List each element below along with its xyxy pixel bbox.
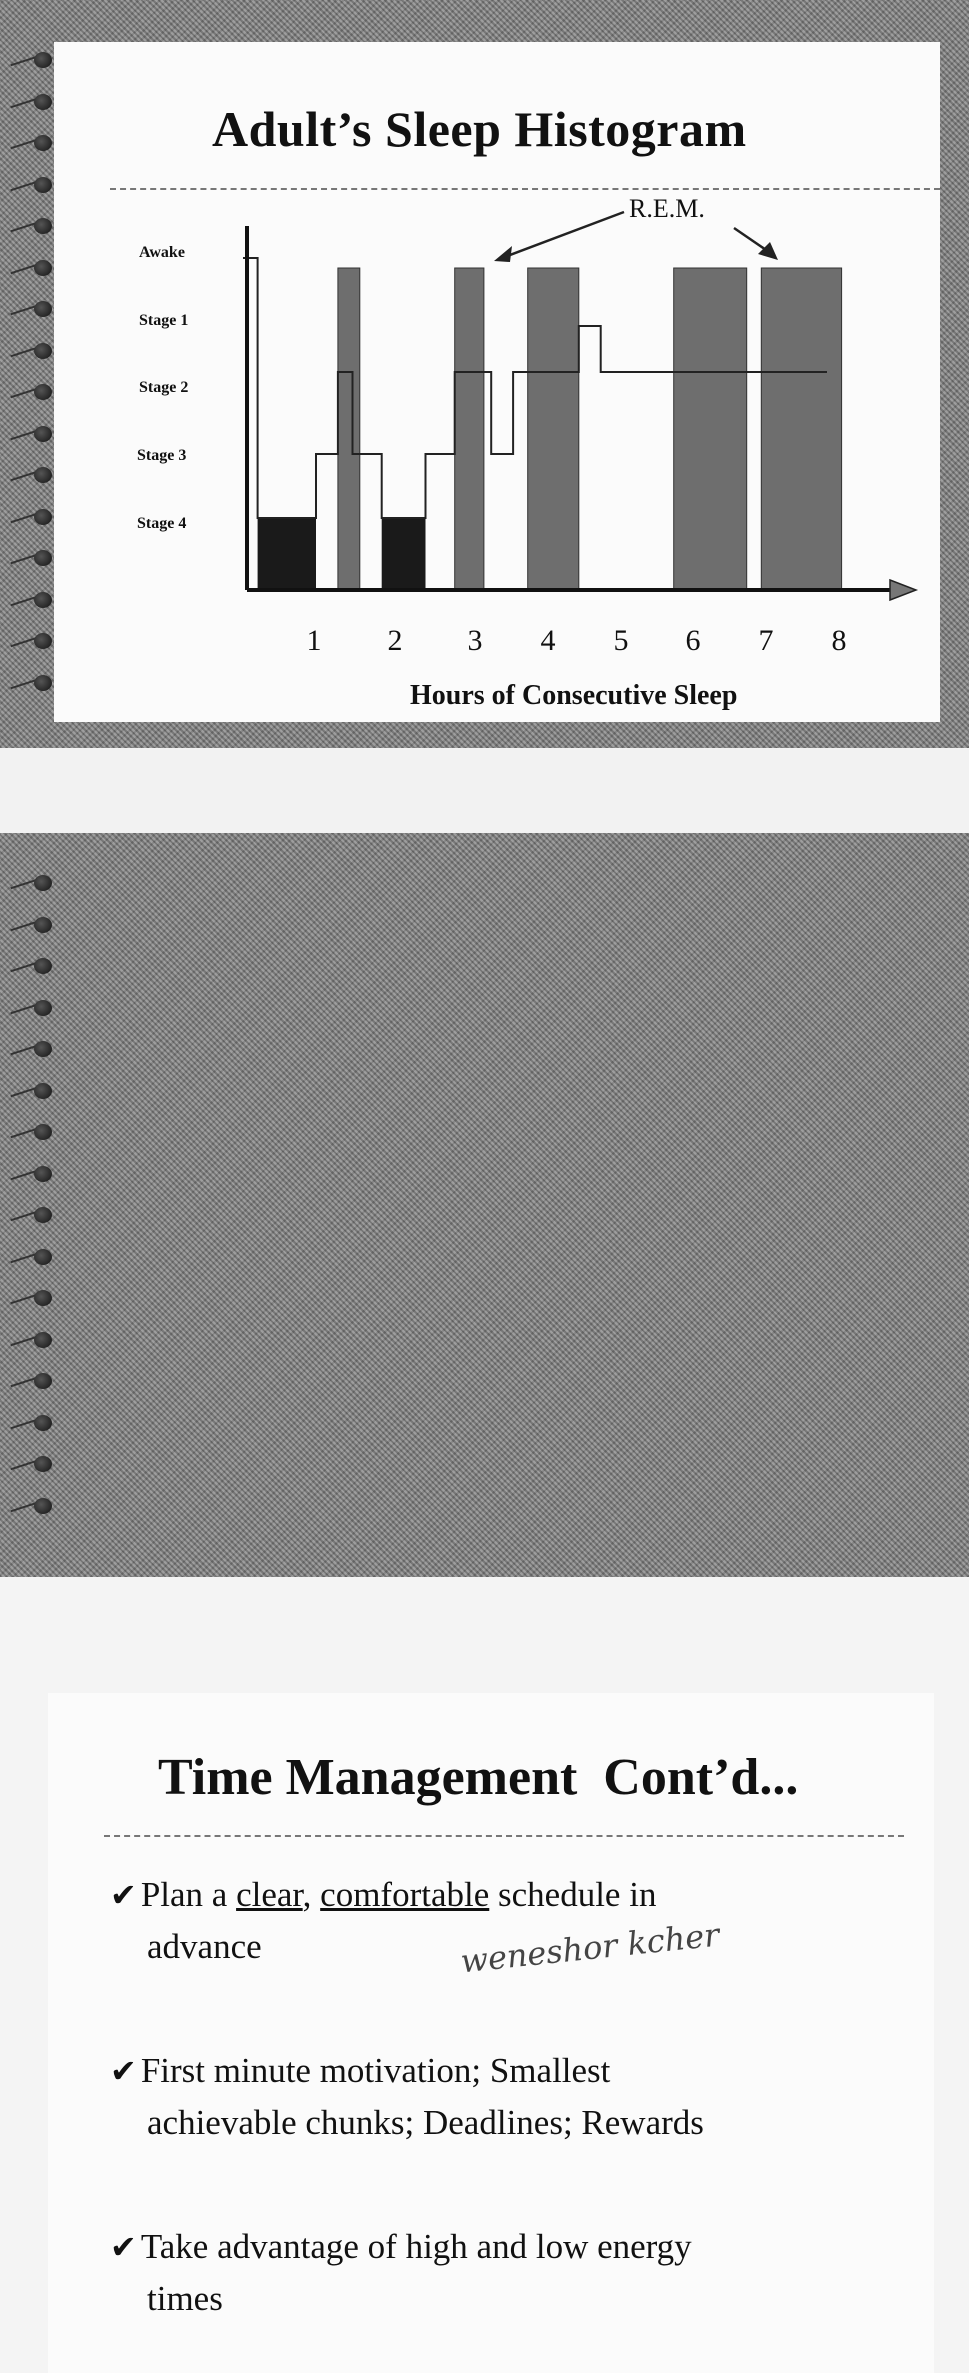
spiral-binding — [0, 875, 60, 1555]
y-tick-stage-4: Stage 4 — [137, 515, 187, 532]
bullet-text: achievable chunks; Deadlines; Rewards — [147, 2103, 704, 2142]
bullet-text: advance — [147, 1927, 262, 1966]
spiral-hole — [34, 1000, 52, 1016]
spiral-hole — [34, 1166, 52, 1182]
x-tick-4: 4 — [540, 624, 556, 657]
handwritten-note: weneshor kcher — [458, 1915, 722, 1981]
spiral-hole — [34, 1415, 52, 1431]
x-tick-8: 8 — [831, 624, 847, 657]
slide-frame-bottom — [0, 833, 969, 2318]
x-tick-1: 1 — [306, 624, 322, 657]
x-tick-6: 6 — [685, 624, 701, 657]
rem-bar-2 — [455, 268, 484, 590]
spiral-hole — [34, 426, 52, 442]
y-tick-stage-1: Stage 1 — [139, 312, 189, 329]
x-tick-3: 3 — [467, 624, 483, 657]
rem-arrow-left — [502, 212, 624, 258]
slide-frame-top — [0, 0, 969, 748]
y-tick-stage-2: Stage 2 — [139, 379, 189, 396]
spiral-hole — [34, 1373, 52, 1389]
spiral-hole — [34, 1456, 52, 1472]
spiral-hole — [34, 1083, 52, 1099]
spiral-hole — [34, 875, 52, 891]
spiral-hole — [34, 917, 52, 933]
bullet-text: Plan a — [140, 1875, 237, 1914]
x-axis-arrow-icon — [890, 580, 916, 600]
spiral-hole — [34, 633, 52, 649]
rem-annotation: R.E.M. — [629, 194, 705, 223]
sleep-histogram-slide — [54, 42, 940, 722]
spiral-hole — [34, 509, 52, 525]
x-tick-5: 5 — [613, 624, 629, 657]
checkmark-icon: ✔ — [110, 1877, 137, 1913]
spiral-hole — [34, 135, 52, 151]
deep-sleep-block-5 — [382, 518, 426, 590]
spiral-hole — [34, 1207, 52, 1223]
spiral-hole — [34, 177, 52, 193]
underlined-word: comfortable — [320, 1875, 490, 1914]
deep-sleep-block-1 — [258, 518, 316, 590]
spiral-hole — [34, 94, 52, 110]
rem-bar-1 — [338, 268, 360, 590]
checkmark-icon: ✔ — [110, 2053, 137, 2089]
bullet-text: schedule in — [489, 1875, 657, 1914]
spiral-hole — [34, 301, 52, 317]
spiral-hole — [34, 1249, 52, 1265]
spiral-hole — [34, 592, 52, 608]
bullet-first-minute-motivation — [110, 2045, 704, 2149]
rem-arrow-right-head-icon — [758, 242, 778, 260]
spiral-hole — [34, 218, 52, 234]
sleep-histogram-chart — [54, 42, 940, 722]
rem-bar-5 — [761, 268, 841, 590]
y-tick-awake: Awake — [139, 244, 185, 261]
time-management-slide — [48, 1693, 934, 2373]
spiral-hole — [34, 675, 52, 691]
spiral-hole — [34, 467, 52, 483]
title-divider — [104, 1835, 904, 1837]
spiral-hole — [34, 52, 52, 68]
page-gap — [0, 748, 969, 833]
x-axis-label: Hours of Consecutive Sleep — [410, 680, 738, 711]
spiral-hole — [34, 550, 52, 566]
spiral-hole — [34, 260, 52, 276]
slide-title: Time Management Cont’d... — [158, 1749, 799, 1806]
spiral-hole — [34, 1041, 52, 1057]
checkmark-icon: ✔ — [110, 2229, 137, 2265]
spiral-binding — [0, 52, 60, 712]
y-tick-stage-3: Stage 3 — [137, 447, 187, 464]
spiral-hole — [34, 1124, 52, 1140]
slide-title: Adult’s Sleep Histogram — [212, 101, 747, 157]
x-tick-2: 2 — [387, 624, 403, 657]
bullet-energy-times — [110, 2221, 692, 2325]
spiral-hole — [34, 384, 52, 400]
rem-arrow-left-head-icon — [494, 246, 512, 262]
spiral-hole — [34, 958, 52, 974]
x-tick-7: 7 — [758, 624, 774, 657]
rem-bar-3 — [528, 268, 579, 590]
spiral-hole — [34, 1498, 52, 1514]
bullet-text: times — [147, 2279, 223, 2318]
bullet-text: , — [302, 1875, 321, 1914]
spiral-hole — [34, 343, 52, 359]
rem-bar-4 — [674, 268, 747, 590]
spiral-hole — [34, 1332, 52, 1348]
bullet-text: Take advantage of high and low energy — [140, 2227, 692, 2266]
spiral-hole — [34, 1290, 52, 1306]
bullet-text: First minute motivation; Smallest — [140, 2051, 611, 2090]
underlined-word: clear — [236, 1875, 303, 1914]
